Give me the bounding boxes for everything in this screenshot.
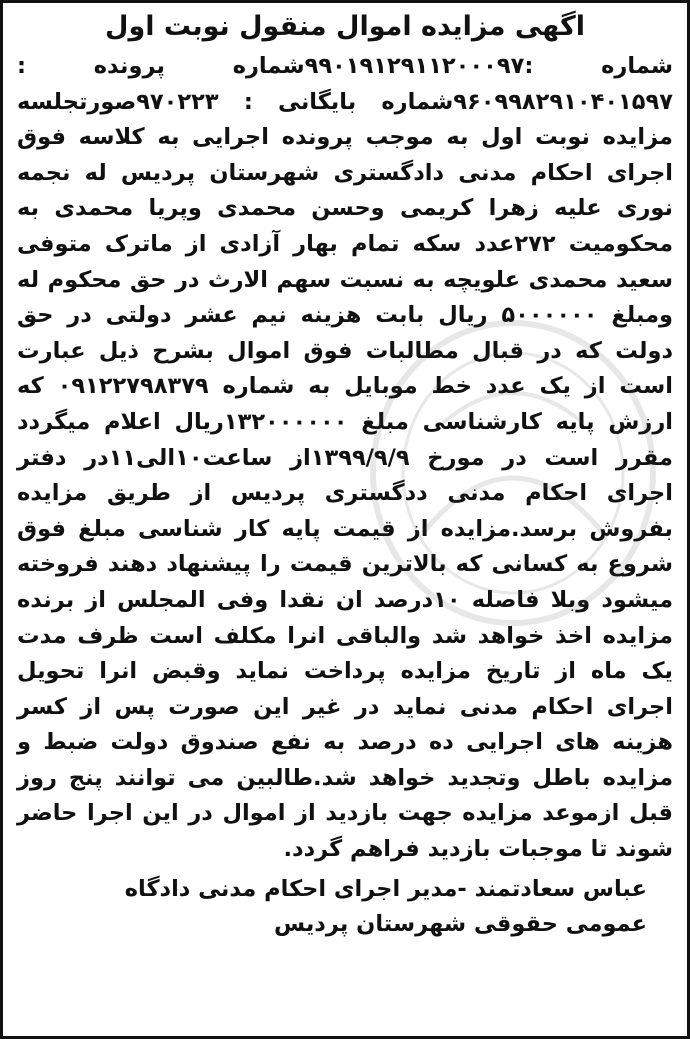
notice-body: شماره :۹۹۰۱۹۱۲۹۱۱۲۰۰۰۹۷شماره پرونده : ۹۶۰۹۹۸۲۹۱۰۴۰۱۵۹۷شماره بایگانی : ۹۷۰۲۲۳صورتجلسه مزایده نوبت اول به موجب پرونده اجرایی به کلاسه فوق اجرای احکام مدنی دادگستری شهرستان پردیس له نجمه نوری علیه زهرا کریمی وحسن محمدی وپریا محمدی به محکومیت ۲۷۲عدد سکه تمام بهار آزادی از ماترک متوفی سعید محمدی علویچه به نسبت سهم الارث در حق محکوم له ومبلغ ۵۰۰۰۰۰۰ ریال بابت هزینه نیم عشر دولتی در حق دولت که در قبال مطالبات فوق اموال بشرح ذیل عبارت است از یک عدد خط موبایل به شماره ۰۹۱۲۲۷۹۸۳۷۹ که ارزش پایه کارشناسی مبلغ ۱۳۲۰۰۰۰۰۰ریال اعلام میگردد مقرر است در مورخ ۱۳۹۹/۹/۹از ساعت۱۰الی۱۱در دفتر اجرای احکام مدنی ددگستری پردیس از طریق مزایده بفروش برسد.مزایده از قیمت پایه کار شناسی مبلغ فوق شروع به کسانی که بالاترین قیمت را پیشنهاد دهند فروخته میشود وبلا فاصله ۱۰درصد ان نقدا وفی المجلس از برنده مزایده اخذ خواهد شد والباقی انرا مکلف است ظرف مدت یک ماه از تاریخ مزایده پرداخت نماید وقبض انرا تحویل اجرای احکام مدنی نماید در غیر این صورت پس از کسر هزینه های اجرایی ده درصد به نفع صندوق دولت ضبط و مزایده باطل وتجدید خواهد شد.طالبین می توانند پنج روز قبل ازموعد مزایده جهت بازدید از اموال در این اجرا حاضر شوند تا موجبات بازدید فراهم گردد. (17, 53, 673, 863)
notice-title: اگهی مزایده اموال منقول نوبت اول (105, 11, 585, 42)
signature-line-2: عمومی حقوقی شهرستان پردیس (274, 910, 647, 937)
signature-line-1: عباس سعادتمند -مدیر اجرای احکام مدنی دادگاه (124, 875, 647, 902)
signature-block (17, 872, 647, 942)
